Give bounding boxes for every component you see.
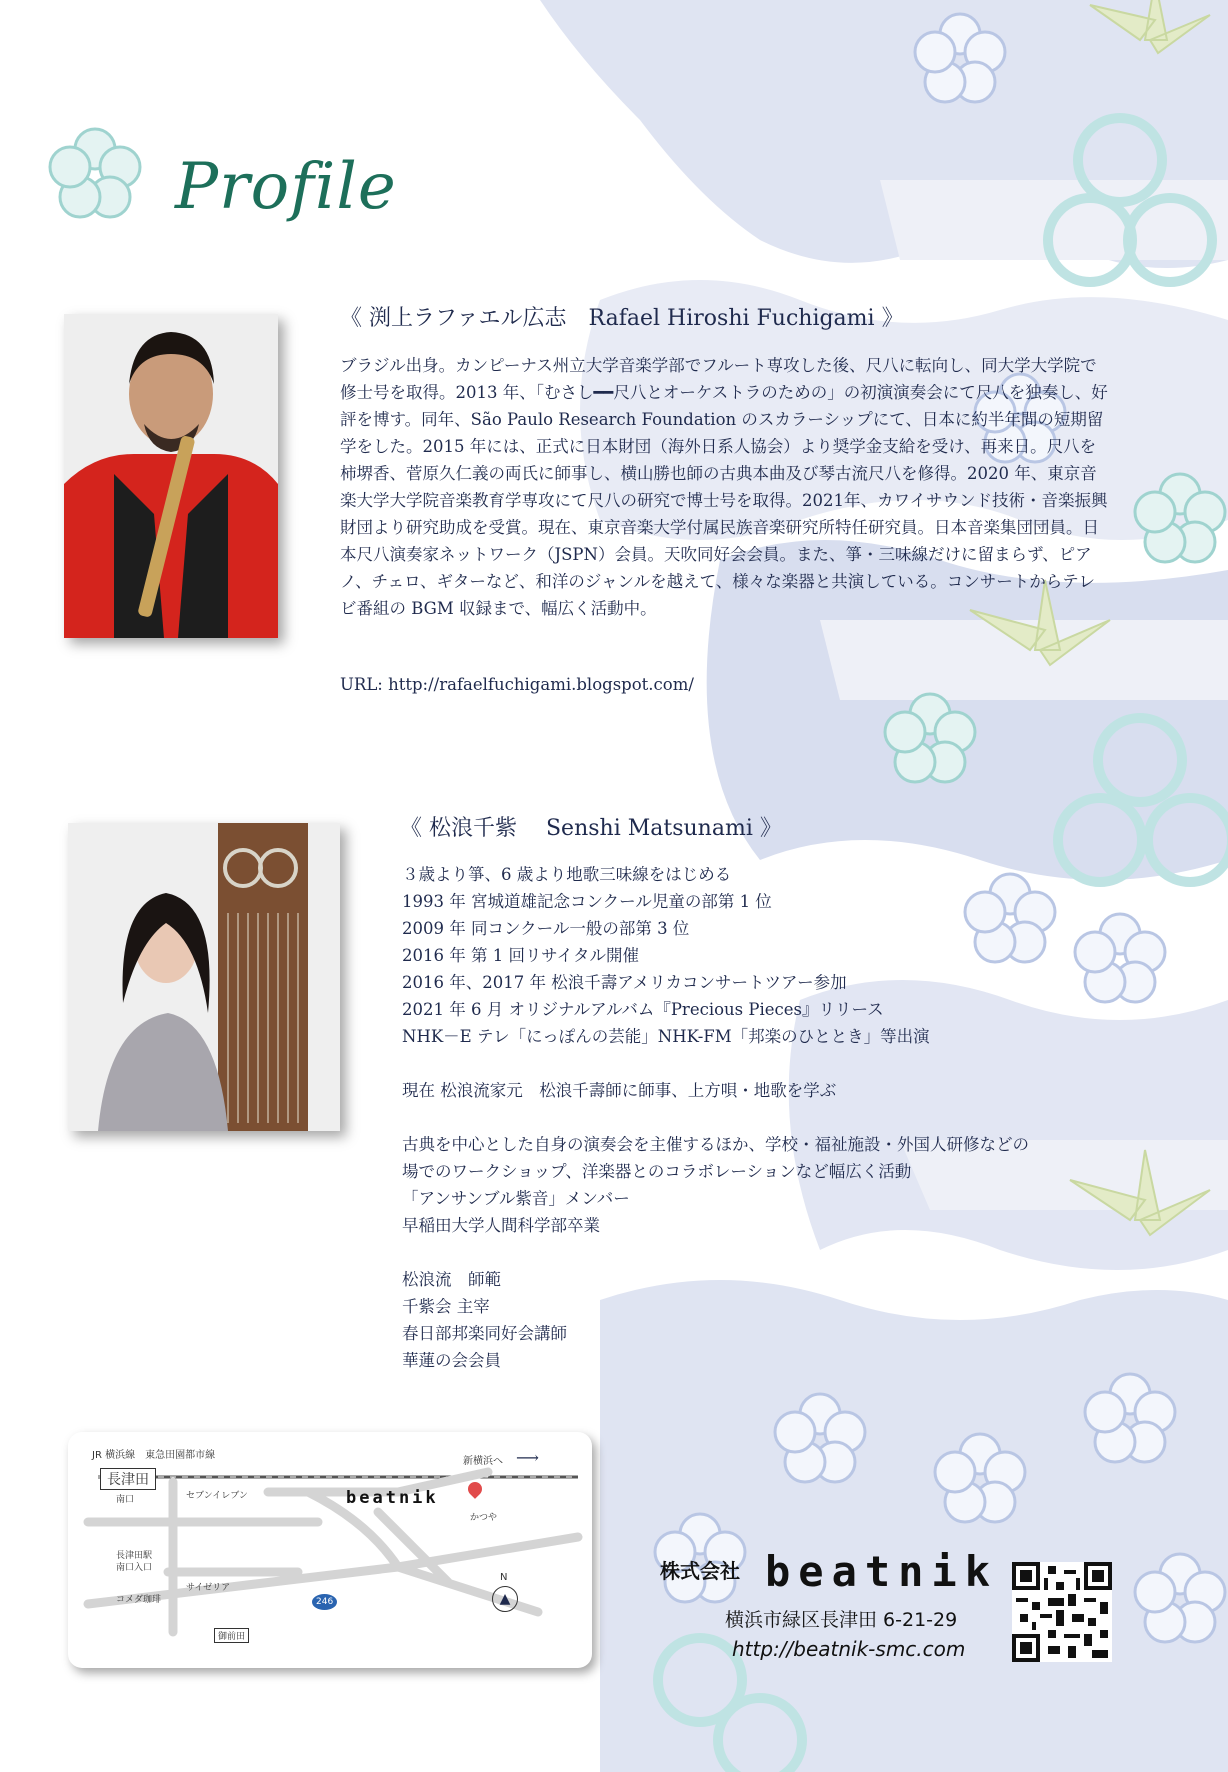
bio-line: NHK－E テレ「にっぽんの芸能」NHK-FM「邦楽のひととき」等出演 bbox=[402, 1027, 930, 1046]
profile-bio-senshi bbox=[402, 861, 1142, 1374]
route-246-badge: 246 bbox=[312, 1594, 337, 1610]
bio-line: 2016 年 第 1 回リサイタル開催 bbox=[402, 946, 639, 965]
map-north: N bbox=[500, 1572, 508, 1583]
bio-line: 2009 年 同コンクール一般の部第 3 位 bbox=[402, 919, 690, 938]
map-saizeriya: サイゼリア bbox=[186, 1583, 231, 1593]
portrait-photo-senshi bbox=[68, 823, 340, 1131]
portrait-illustration bbox=[68, 823, 340, 1131]
bio-line: 2021 年 6 月 オリジナルアルバム『Precious Pieces』リリース bbox=[402, 1000, 884, 1019]
qr-code-icon[interactable] bbox=[1012, 1562, 1112, 1662]
arrow-right-icon: ⟶ bbox=[516, 1448, 539, 1467]
map-komeda: コメダ珈琲 bbox=[116, 1595, 162, 1605]
bio-line: 古典を中心とした自身の演奏会を主催するほか、学校・福祉施設・外国人研修などの bbox=[402, 1135, 1029, 1154]
bio-line: 2016 年、2017 年 松浪千壽アメリカコンサートツアー参加 bbox=[402, 973, 847, 992]
map-gozenda: 御前田 bbox=[214, 1628, 249, 1643]
map-direction: 新横浜へ bbox=[463, 1456, 503, 1467]
map-katsuya: かつや bbox=[470, 1513, 498, 1523]
company-website[interactable]: http://beatnik-smc.com bbox=[732, 1637, 966, 1661]
access-map bbox=[68, 1432, 592, 1668]
map-entrance-1: 長津田駅 bbox=[116, 1551, 153, 1561]
map-seven: セブンイレブン bbox=[186, 1491, 248, 1501]
bio-line: 早稲田大学人間科学部卒業 bbox=[402, 1216, 600, 1235]
page-title: Profile bbox=[175, 150, 397, 224]
bio-line: ３歳より箏、6 歳より地歌三味線をはじめる bbox=[402, 865, 732, 884]
bio-text: ブラジル出身。カンピーナス州立大学音楽学部でフルート専攻した後、尺八に転向し、同大学大学院で修士号を取得。2013 年、「むさし━━尺八とオーケストラのための」の初演演奏会にて尺八を独奏し、好評を博す。同年、São Paulo Research Foundation のスカラーシップにて、日本に約半年間の短期留学をした。2015 年には、正式に日本財団（海外日系人協会）より奨学金支給を受け、再来日。尺八を柿堺香、菅原久仁義の両氏に師事し、横山勝也師の古典本曲及び琴古流尺八を修得。2020 年、東京音楽大学大学院音楽教育学専攻にて尺八の研究で博士号を取得。2021年、カワイサウンド技術・音楽振興財団より研究助成を受賞。現在、東京音楽大学付属民族音楽研究所特任研究員。日本音楽集団団員。日本尺八演奏家ネットワーク（JSPN）会員。天吹同好会会員。また、箏・三味線だけに留まらず、ピアノ、チェロ、ギターなど、和洋のジャンルを越えて、様々な楽器と共演している。コンサートからテレビ番組の BGM 収録まで、幅広く活動中。 bbox=[340, 356, 1108, 618]
bio-line: 1993 年 宮城道雄記念コンクール児童の部第 1 位 bbox=[402, 892, 772, 911]
portrait-illustration bbox=[64, 314, 278, 638]
profile-heading-senshi: 《 松浪千紫 Senshi Matsunami 》 bbox=[400, 816, 782, 841]
bio-line: 松浪流 師範 bbox=[402, 1270, 501, 1289]
portrait-photo-rafael bbox=[64, 314, 278, 638]
map-entrance-2: 南口入口 bbox=[116, 1563, 153, 1573]
company-prefix: 株式会社 bbox=[660, 1559, 740, 1583]
bio-line: 春日部邦楽同好会講師 bbox=[402, 1324, 567, 1343]
profile-url-rafael[interactable]: URL: http://rafaelfuchigami.blogspot.com/ bbox=[340, 675, 694, 694]
company-address: 横浜市緑区長津田 6-21-29 bbox=[725, 1609, 958, 1631]
profile-heading-rafael: 《 渕上ラファエル広志 Rafael Hiroshi Fuchigami 》 bbox=[340, 306, 904, 331]
company-brand-logo: beatnik bbox=[765, 1547, 999, 1596]
qr-code-graphic bbox=[1012, 1562, 1112, 1662]
bio-line: 「アンサンブル紫音」メンバー bbox=[402, 1189, 630, 1208]
bio-line: 現在 松浪流家元 松浪千壽師に師事、上方唄・地歌を学ぶ bbox=[402, 1081, 837, 1100]
map-station: 長津田 bbox=[100, 1468, 156, 1490]
profile-bio-rafael bbox=[340, 352, 1110, 622]
map-south-exit: 南口 bbox=[116, 1495, 135, 1505]
compass-icon: ▲ bbox=[492, 1586, 518, 1612]
map-brand: beatnik bbox=[346, 1488, 439, 1508]
bio-line: 千紫会 主宰 bbox=[402, 1297, 490, 1316]
map-line-label: JR 横浜線 東急田園都市線 bbox=[92, 1450, 216, 1461]
bio-line: 場でのワークショップ、洋楽器とのコラボレーションなど幅広く活動 bbox=[402, 1162, 912, 1181]
bio-line: 華蓮の会会員 bbox=[402, 1351, 501, 1370]
